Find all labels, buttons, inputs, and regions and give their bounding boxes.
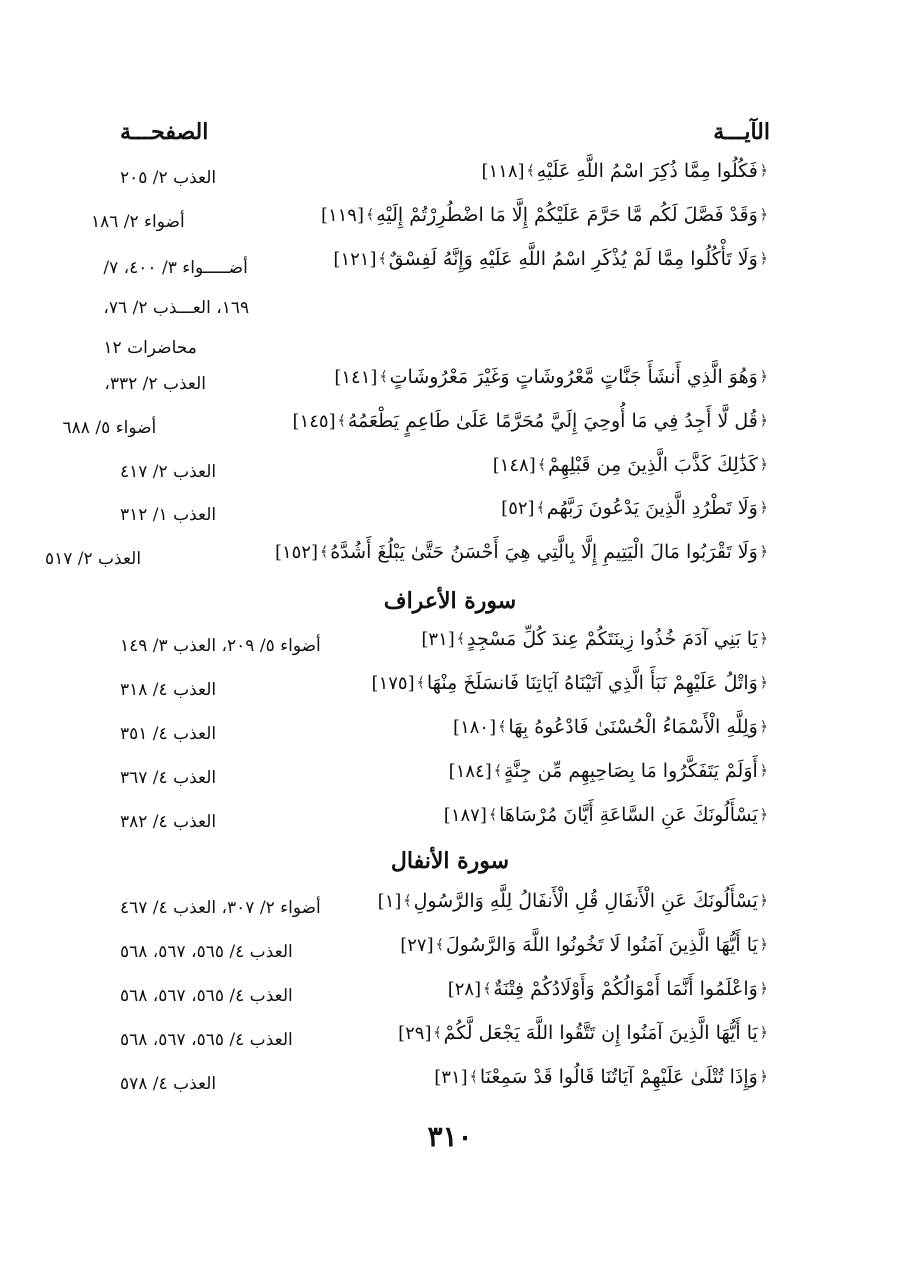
ornament-close-icon: ﴾ <box>403 893 412 909</box>
index-row <box>62 410 770 450</box>
ayah-number: [١٧٥] <box>371 672 415 694</box>
page-reference: أضواء ٢/ ١٨٦ <box>90 212 185 232</box>
ayah-entry <box>372 672 770 694</box>
index-row <box>120 890 770 930</box>
ayah-text: يَا أَيُّهَا الَّذِينَ آمَنُوا إِن تَتَّقُوا اللَّهَ يَجْعَل لَّكُمْ <box>443 1022 758 1044</box>
ayah-column-header: الآيـــة <box>713 119 770 145</box>
ayah-entry <box>453 716 770 738</box>
ornament-open-icon: ﴿ <box>759 457 768 473</box>
index-row <box>90 204 770 244</box>
ornament-close-icon: ﴾ <box>379 369 388 385</box>
ayah-entry <box>400 934 770 956</box>
index-row <box>104 366 770 406</box>
index-row <box>120 672 770 712</box>
page-reference: العذب ٤/ ٣٥١ <box>120 724 217 744</box>
ornament-close-icon: ﴾ <box>435 937 444 953</box>
ayah-text: وَلِلَّهِ الْأَسْمَاءُ الْحُسْنَىٰ فَادْعُوهُ بِهَا <box>508 716 758 738</box>
page-reference <box>103 248 333 368</box>
page-reference-line: محاضرات ١٢ <box>103 338 197 358</box>
ayah-text: يَسْأَلُونَكَ عَنِ الْأَنفَالِ قُلِ الْأَنفَالُ لِلَّهِ وَالرَّسُولِ <box>413 890 758 912</box>
ayah-number: [١٤١] <box>334 366 378 388</box>
ayah-number: [١١٩] <box>320 204 365 226</box>
ayah-number: [١٢١] <box>333 248 377 270</box>
ornament-open-icon: ﴿ <box>759 251 768 267</box>
ayah-number: [٣١] <box>421 628 455 650</box>
ornament-open-icon: ﴿ <box>759 369 768 385</box>
ornament-close-icon: ﴾ <box>378 251 387 267</box>
ornament-open-icon: ﴿ <box>759 500 768 516</box>
ayah-entry <box>421 628 770 650</box>
ornament-open-icon: ﴿ <box>759 544 768 560</box>
index-row <box>120 454 770 494</box>
page-reference: العذب ٤/ ٥٦٥، ٥٦٧، ٥٦٨ <box>120 1030 293 1050</box>
ayah-entry <box>321 204 770 226</box>
index-row <box>120 1066 770 1106</box>
ayah-entry <box>334 366 770 388</box>
ayah-number: [١٨٧] <box>443 804 487 826</box>
ayah-number: [١٨٤] <box>448 760 492 782</box>
page-reference: العذب ٤/ ٥٦٥، ٥٦٧، ٥٦٨ <box>120 986 293 1006</box>
index-row <box>120 804 770 844</box>
page-column-header: الصفحـــة <box>120 119 209 145</box>
ayah-entry <box>333 248 770 270</box>
ayah-entry <box>378 890 770 912</box>
index-row <box>120 628 770 668</box>
ornament-open-icon: ﴿ <box>759 413 768 429</box>
ayah-entry <box>493 454 770 476</box>
ayah-number: [١٥٢] <box>274 541 319 563</box>
page-reference: أضواء ٥/ ٢٠٩، العذب ٣/ ١٤٩ <box>120 636 321 656</box>
ornament-open-icon: ﴿ <box>759 1069 768 1085</box>
ornament-close-icon: ﴾ <box>537 457 546 473</box>
ornament-close-icon: ﴾ <box>456 631 465 647</box>
ayah-entry <box>481 160 770 182</box>
page-reference: العذب ٤/ ٥٧٨ <box>120 1074 217 1094</box>
index-row <box>120 716 770 756</box>
ayah-number: [٢٩] <box>398 1022 432 1044</box>
index-row <box>120 1022 770 1062</box>
ayah-entry <box>501 497 770 519</box>
surah-heading-anfal: سورة الأنفال <box>390 848 510 874</box>
ayah-text: وَلَا تَقْرَبُوا مَالَ الْيَتِيمِ إِلَّا بِالَّتِي هِيَ أَحْسَنُ حَتَّىٰ يَبْلُغَ أَشُدَّهُ <box>330 541 758 563</box>
ayah-number: [٣١] <box>434 1066 468 1088</box>
surah-heading-araf: سورة الأعراف <box>383 588 517 614</box>
ayah-number: [٢٨] <box>447 978 482 1000</box>
page-number: ٣١٠ <box>427 1120 473 1153</box>
ayah-text: وَإِذَا تُتْلَىٰ عَلَيْهِمْ آيَاتُنَا قَالُوا قَدْ سَمِعْنَا <box>479 1066 758 1088</box>
ornament-close-icon: ﴾ <box>337 413 346 429</box>
page-reference: أضواء ٢/ ٣٠٧، العذب ٤/ ٤٦٧ <box>120 898 321 918</box>
ornament-close-icon: ﴾ <box>320 544 329 560</box>
ornament-close-icon: ﴾ <box>498 719 507 735</box>
ayah-number: [١٨٠] <box>453 716 497 738</box>
page-reference: العذب ٤/ ٣٦٧ <box>120 768 217 788</box>
page-reference: العذب ٤/ ٣٨٢ <box>120 812 217 832</box>
ayah-text: فَكُلُوا مِمَّا ذُكِرَ اسْمُ اللَّهِ عَلَيْهِ <box>536 160 758 182</box>
ornament-open-icon: ﴿ <box>759 675 768 691</box>
ornament-open-icon: ﴿ <box>759 719 768 735</box>
ornament-close-icon: ﴾ <box>366 207 375 223</box>
ayah-text: وَهُوَ الَّذِي أَنشَأَ جَنَّاتٍ مَّعْرُوشَاتٍ وَغَيْرَ مَعْرُوشَاتٍ <box>389 366 758 388</box>
ayah-text: قُل لَّا أَجِدُ فِي مَا أُوحِيَ إِلَيَّ مُحَرَّمًا عَلَىٰ طَاعِمٍ يَطْعَمُهُ <box>347 410 758 432</box>
index-row <box>120 160 770 200</box>
ayah-entry <box>293 410 770 432</box>
ayah-number: [١] <box>377 890 402 912</box>
page-reference-line: ١٦٩، العـــذب ٢/ ٧٦، <box>103 298 250 318</box>
page-reference: العذب ٤/ ٣١٨ <box>120 680 217 700</box>
column-headers <box>120 112 770 152</box>
ayah-entry <box>449 760 770 782</box>
ornament-close-icon: ﴾ <box>526 163 535 179</box>
index-row <box>120 978 770 1018</box>
ayah-entry <box>398 1022 770 1044</box>
ornament-close-icon: ﴾ <box>536 500 545 516</box>
ornament-close-icon: ﴾ <box>488 807 498 823</box>
ornament-open-icon: ﴿ <box>759 631 768 647</box>
ornament-close-icon: ﴾ <box>433 1025 442 1041</box>
page-reference: العذب ٢/ ٣٣٢، <box>104 374 206 394</box>
ayah-text: وَاتْلُ عَلَيْهِمْ نَبَأَ الَّذِي آتَيْنَاهُ آيَاتِنَا فَانسَلَخَ مِنْهَا <box>426 672 758 694</box>
ayah-text: وَقَدْ فَصَّلَ لَكُم مَّا حَرَّمَ عَلَيْكُمْ إِلَّا مَا اضْطُرِرْتُمْ إِلَيْهِ <box>376 204 758 226</box>
ornament-open-icon: ﴿ <box>759 763 768 779</box>
ayah-number: [١٤٥] <box>292 410 336 432</box>
ayah-number: [١١٨] <box>481 160 525 182</box>
ayah-entry <box>434 1066 770 1088</box>
ayah-number: [١٤٨] <box>492 454 536 476</box>
index-row <box>44 541 770 581</box>
index-row <box>120 934 770 974</box>
index-row <box>120 760 770 800</box>
index-row <box>103 248 770 358</box>
page-reference: العذب ١/ ٣١٢ <box>120 505 217 525</box>
ornament-open-icon: ﴿ <box>759 893 768 909</box>
ornament-open-icon: ﴿ <box>759 1025 768 1041</box>
page-reference: أضواء ٥/ ٦٨٨ <box>62 418 157 438</box>
ornament-open-icon: ﴿ <box>759 163 768 179</box>
ayah-number: [٢٧] <box>400 934 434 956</box>
ayah-text: يَسْأَلُونَكَ عَنِ السَّاعَةِ أَيَّانَ مُرْسَاهَا <box>499 804 758 826</box>
ayah-text: يَا بَنِي آدَمَ خُذُوا زِينَتَكُمْ عِندَ كُلِّ مَسْجِدٍ <box>466 628 758 650</box>
ornament-close-icon: ﴾ <box>483 981 492 997</box>
ayah-text: وَلَا تَطْرُدِ الَّذِينَ يَدْعُونَ رَبَّهُم <box>546 497 758 519</box>
ornament-open-icon: ﴿ <box>759 981 768 997</box>
ornament-open-icon: ﴿ <box>759 207 768 223</box>
ayah-entry <box>275 541 770 563</box>
ayah-text: كَذَٰلِكَ كَذَّبَ الَّذِينَ مِن قَبْلِهِمْ <box>547 454 758 476</box>
page-reference: العذب ٢/ ٤١٧ <box>120 462 217 482</box>
ayah-text: وَلَا تَأْكُلُوا مِمَّا لَمْ يُذْكَرِ اسْمُ اللَّهِ عَلَيْهِ وَإِنَّهُ لَفِسْقٌ <box>388 248 758 270</box>
ornament-close-icon: ﴾ <box>493 763 502 779</box>
page-reference: العذب ٢/ ٥١٧ <box>44 549 142 569</box>
ayah-text: أَوَلَمْ يَتَفَكَّرُوا مَا بِصَاحِبِهِم مِّن جِنَّةٍ <box>503 760 758 782</box>
ornament-close-icon: ﴾ <box>416 675 425 691</box>
ayah-text: وَاعْلَمُوا أَنَّمَا أَمْوَالُكُمْ وَأَوْلَادُكُمْ فِتْنَةٌ <box>493 978 758 1000</box>
ornament-close-icon: ﴾ <box>469 1069 478 1085</box>
ornament-open-icon: ﴿ <box>759 937 768 953</box>
ayah-text: يَا أَيُّهَا الَّذِينَ آمَنُوا لَا تَخُونُوا اللَّهَ وَالرَّسُولَ <box>445 934 758 956</box>
index-row <box>120 497 770 537</box>
page-reference: العذب ٢/ ٢٠٥ <box>120 168 217 188</box>
ayah-number: [٥٢] <box>501 497 535 519</box>
ornament-open-icon: ﴿ <box>759 807 768 823</box>
page-reference: العذب ٤/ ٥٦٥، ٥٦٧، ٥٦٨ <box>120 942 293 962</box>
page-reference-line: أضـــــواء ٣/ ٤٠٠، ٧/ <box>103 258 248 278</box>
ayah-entry <box>448 978 770 1000</box>
ayah-entry <box>444 804 770 826</box>
